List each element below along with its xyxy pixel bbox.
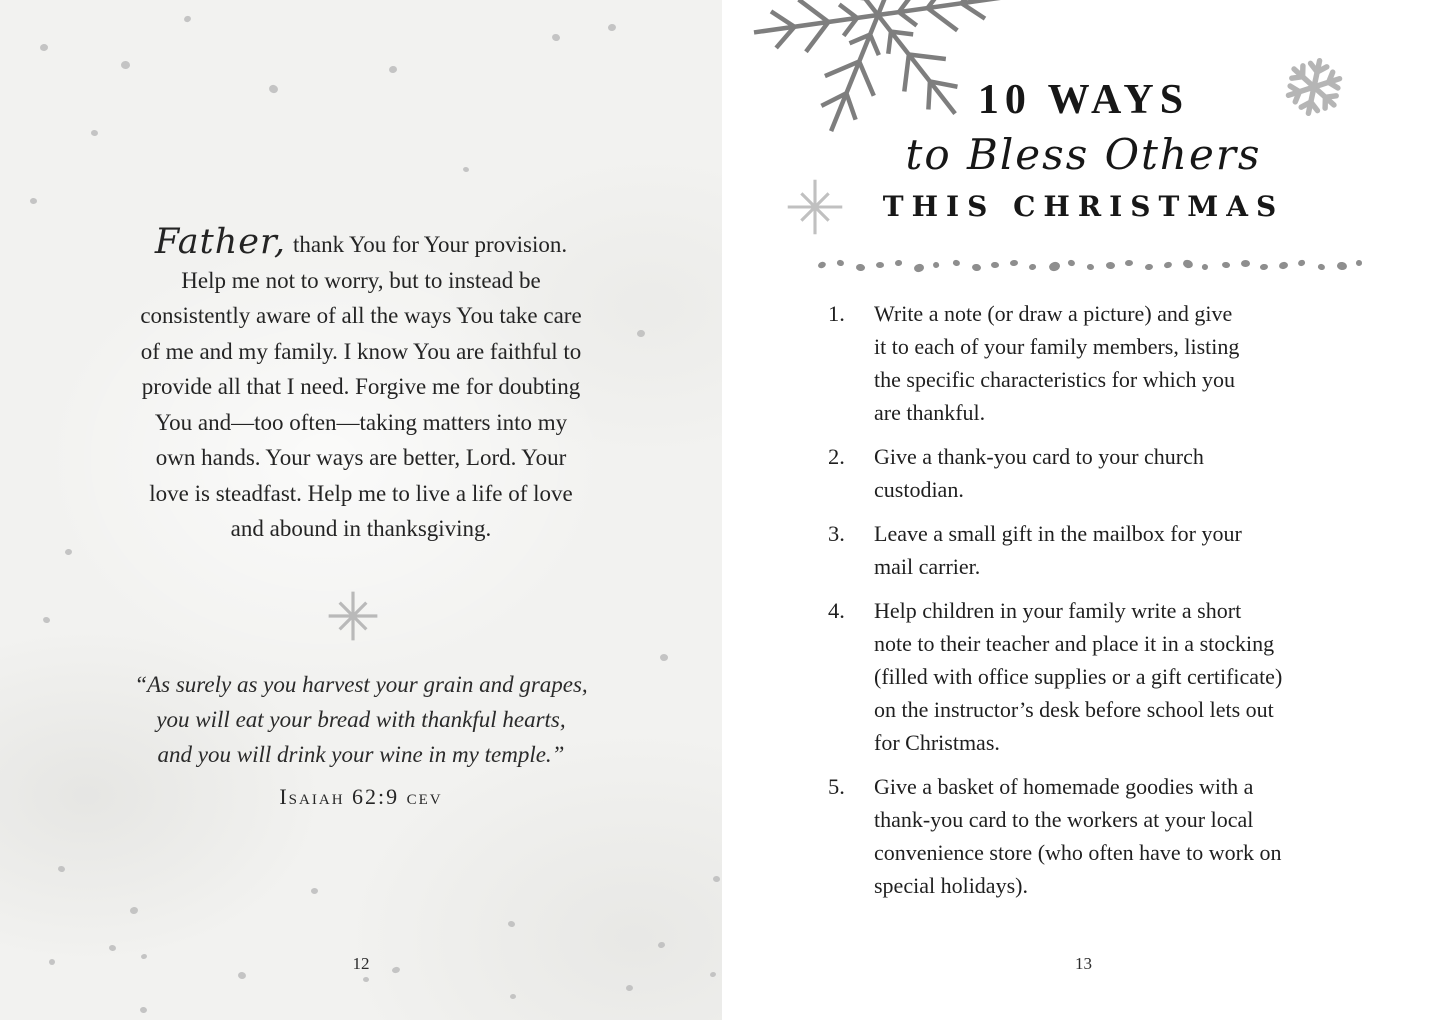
list-item-number: 4. [828,598,845,623]
divider-dot [1087,263,1095,270]
snow-dot [713,876,720,882]
snow-dot [108,944,116,952]
snow-dot [139,1006,147,1013]
divider-dot [1010,260,1018,267]
snow-dot [657,941,665,949]
list-line: special holidays). [874,873,1028,898]
divider-dot [1356,260,1362,266]
divider-dot [1202,263,1209,270]
list-line: Write a note (or draw a picture) and give [874,301,1233,326]
snow-dot [709,971,716,977]
chapter-heading-bottom: THIS CHRISTMAS [882,190,1285,223]
list-line: Give a basket of homemade goodies with a [874,774,1254,799]
list-item-text [874,297,1384,429]
sparkle-star-icon [324,587,382,645]
divider-dot [1125,260,1133,267]
snow-dot [311,888,318,894]
divider-dot [971,263,981,271]
right-page [722,0,1445,1020]
divider-dot [1221,262,1230,269]
snow-dot [608,23,617,31]
snow-dot [551,33,561,42]
list-line: Leave a small gift in the mailbox for your [874,521,1242,546]
list-item-3 [828,517,1384,583]
divider-dot [1241,260,1250,267]
left-page [0,0,722,1020]
divider-dot [1144,263,1153,270]
divider-dot [1336,261,1347,270]
snow-dot [49,959,55,965]
list-line: mail carrier. [874,554,981,579]
snow-dot [363,977,369,982]
scripture-quote [30,667,692,814]
prayer-line: and abound in thanksgiving. [230,516,492,541]
list-line: Help children in your family write a short [874,598,1242,623]
list-item-5 [828,770,1384,902]
scripture-line: you will eat your bread with thankful hearts, [156,707,566,732]
scripture-line: and you will drink your wine in my temple.” [157,742,565,767]
divider-dot [837,259,845,266]
list-item-text [874,517,1384,583]
list-item-number: 3. [828,521,845,546]
prayer-line: Help me not to worry, but to instead be [181,267,541,293]
list-item-text [874,594,1384,759]
divider-dot [1029,263,1037,270]
snow-dot [30,198,37,204]
list-line: Give a thank-you card to your church [874,444,1204,469]
chapter-heading-script: to Bless Others [905,130,1262,179]
divider-dot [856,263,866,271]
snow-dot [389,65,398,73]
snow-dot [57,865,65,873]
divider-dot [1182,258,1194,269]
snow-dot [42,616,50,624]
snow-dot [183,15,192,23]
list-item-2 [828,440,1384,506]
list-line: for Christmas. [874,730,1000,755]
divider-dot [1298,259,1307,267]
list-line: custodian. [874,477,964,502]
prayer-line: You and—too often—taking matters into my [154,409,568,435]
snow-dot [507,920,515,927]
list-item-number: 5. [828,774,845,799]
list-line: on the instructor’s desk before school lets out [874,697,1274,722]
snow-dot [91,130,98,137]
divider-dot [913,263,924,273]
snow-dot [626,985,633,991]
snow-dot [510,994,516,999]
divider-dot [1163,261,1172,269]
snow-dot [129,906,138,915]
divider-dot [933,261,941,268]
scripture-line: “As surely as you harvest your grain and grapes, [134,672,588,697]
blessing-list [828,297,1384,913]
list-item-number: 2. [828,444,845,469]
snow-dot [268,84,279,94]
list-item-4 [828,594,1384,759]
page-number-left: 12 [352,954,370,973]
divider-dot [1067,259,1075,266]
list-line: convenience store (who often have to work on [874,840,1282,865]
prayer-line: love is steadfast. Help me to live a life of love [149,480,573,506]
divider-dot [1048,261,1061,273]
divider-dot [1278,261,1288,270]
snow-dot [660,654,668,661]
snow-dot [64,548,72,555]
list-item-1 [828,297,1384,429]
dotted-divider [818,260,1364,276]
snow-dot [237,971,246,980]
divider-dot [1317,263,1325,270]
prayer-opening-word: Father, [154,222,286,262]
divider-dot [817,261,827,270]
list-line: note to their teacher and place it in a stocking [874,631,1275,656]
snow-dot [121,61,131,70]
scripture-reference: Isaiah 62:9 cev [279,784,443,809]
list-line: it to each of your family members, listing [874,334,1240,359]
list-item-number: 1. [828,301,845,326]
chapter-heading [722,76,1445,224]
divider-dot [1106,262,1116,270]
prayer-line: own hands. Your ways are better, Lord. Your [155,445,567,470]
list-line: (filled with office supplies or a gift certificate) [874,664,1283,689]
prayer-line: provide all that I need. Forgive me for doubting [141,374,581,399]
prayer-first-line-rest: thank You for Your provision. [292,232,568,257]
prayer-line: of me and my family. I know You are faithful to [140,338,582,364]
divider-dot [952,259,960,266]
divider-dot [991,262,999,269]
snow-dot [462,166,469,173]
prayer-line: consistently aware of all the ways You take care [140,303,582,328]
list-line: thank-you card to the workers at your local [874,807,1254,832]
chapter-heading-top: 10 WAYS [977,77,1190,123]
prayer-line [48,224,674,263]
list-line: are thankful. [874,400,986,425]
prayer-text [48,224,674,547]
divider-dot [876,262,884,268]
list-line: the specific characteristics for which you [874,367,1236,392]
list-item-text [874,770,1384,902]
list-item-text [874,440,1384,506]
snow-dot [40,44,49,52]
divider-dot [1260,264,1269,271]
divider-dot [895,260,903,266]
page-number-right: 13 [1075,954,1092,973]
